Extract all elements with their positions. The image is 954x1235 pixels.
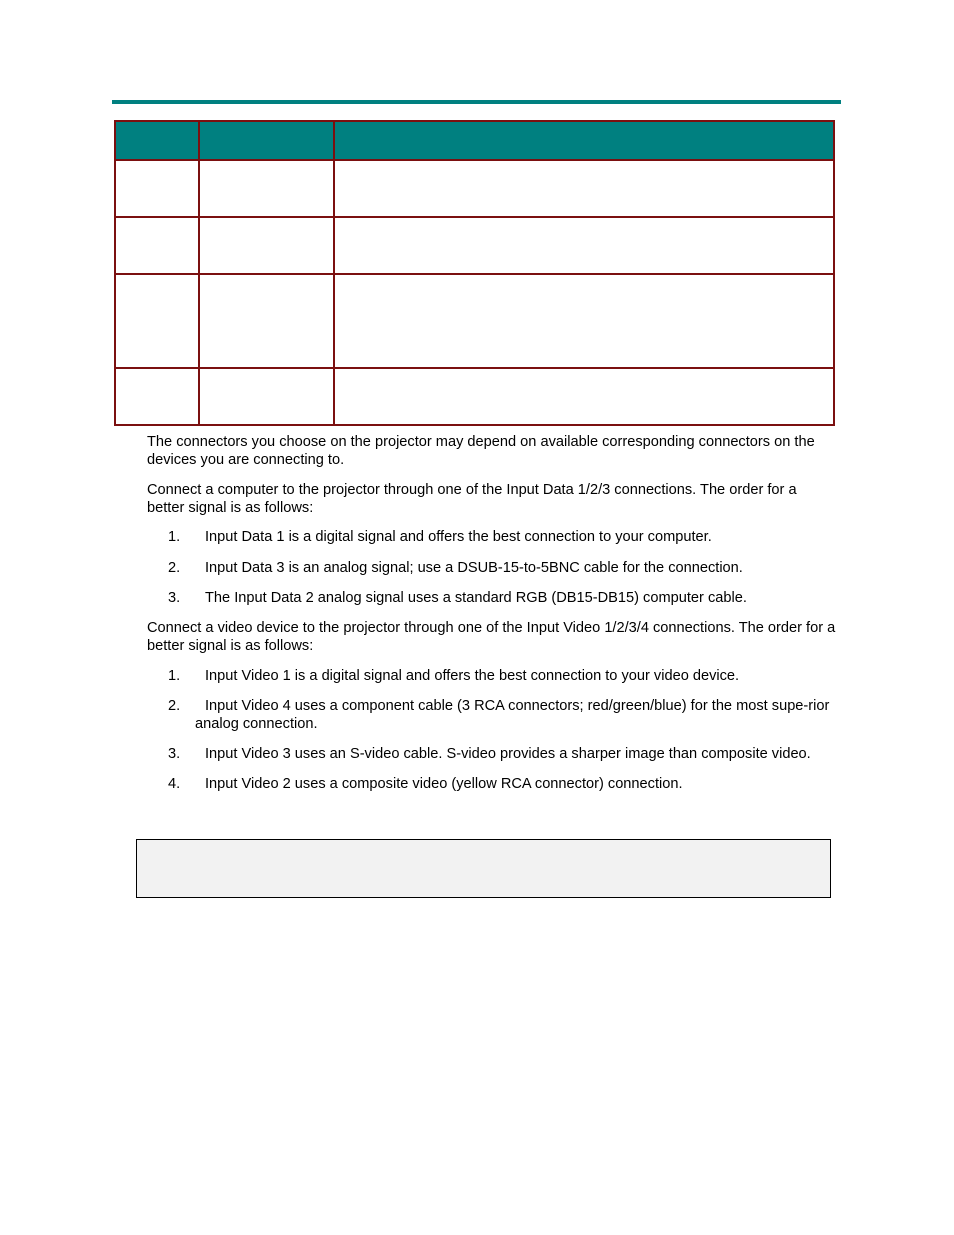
list-text: Input Video 2 uses a composite video (yellow RCA connector) connection. xyxy=(205,776,683,792)
list-text: Input Video 3 uses an S-video cable. S-video provides a sharper image than composite video. xyxy=(205,746,811,762)
table-cell xyxy=(334,368,834,425)
note-box xyxy=(136,839,831,898)
table-row xyxy=(115,217,834,274)
list-number: 3. xyxy=(168,746,181,762)
list-number: 4. xyxy=(168,776,181,792)
list-text: Input Data 1 is a digital signal and offers the best connection to your computer. xyxy=(205,529,712,545)
list-item xyxy=(168,589,840,607)
table-header-cell xyxy=(334,121,834,160)
list-text: Input Video 1 is a digital signal and offers the best connection to your video device. xyxy=(205,668,740,684)
list-text: Input Video 4 uses a component cable (3 RCA connectors; red/green/blue) for the most supe-rior analog connection. xyxy=(195,698,830,732)
table-cell xyxy=(115,217,199,274)
video-lead-paragraph: Connect a video device to the projector through one of the Input Video 1/2/3/4 connections. The order for a better signal is as follows: xyxy=(147,620,836,654)
list-item xyxy=(168,559,840,577)
list-number: 2. xyxy=(168,560,181,576)
list-number: 3. xyxy=(168,590,181,606)
table-header-row xyxy=(115,121,834,160)
table-cell xyxy=(115,274,199,368)
table-cell xyxy=(199,368,334,425)
list-item xyxy=(168,528,840,546)
table-header-cell xyxy=(115,121,199,160)
table-cell xyxy=(334,160,834,217)
list-text: The Input Data 2 analog signal uses a standard RGB (DB15-DB15) computer cable. xyxy=(205,590,747,606)
connector-table xyxy=(114,120,835,426)
table-row xyxy=(115,368,834,425)
list-number: 1. xyxy=(168,668,181,684)
table-row xyxy=(115,160,834,217)
list-item xyxy=(168,667,840,685)
table-cell xyxy=(115,368,199,425)
table-cell xyxy=(199,160,334,217)
list-item xyxy=(168,697,840,733)
list-item xyxy=(168,745,840,763)
computer-lead-paragraph: Connect a computer to the projector through one of the Input Data 1/2/3 connections. The order for a better signal is as follows: xyxy=(147,482,797,516)
table-cell xyxy=(334,274,834,368)
intro-paragraph: The connectors you choose on the projector may depend on available corresponding connectors on the devices you are connecting to. xyxy=(147,434,815,468)
table-header-cell xyxy=(199,121,334,160)
table-cell xyxy=(199,217,334,274)
list-text: Input Data 3 is an analog signal; use a DSUB-15-to-5BNC cable for the connection. xyxy=(205,560,743,576)
table-row xyxy=(115,274,834,368)
list-number: 2. xyxy=(168,698,181,714)
table-cell xyxy=(334,217,834,274)
header-rule xyxy=(112,100,841,104)
list-number: 1. xyxy=(168,529,181,545)
list-item xyxy=(168,775,840,793)
table-cell xyxy=(199,274,334,368)
table-cell xyxy=(115,160,199,217)
